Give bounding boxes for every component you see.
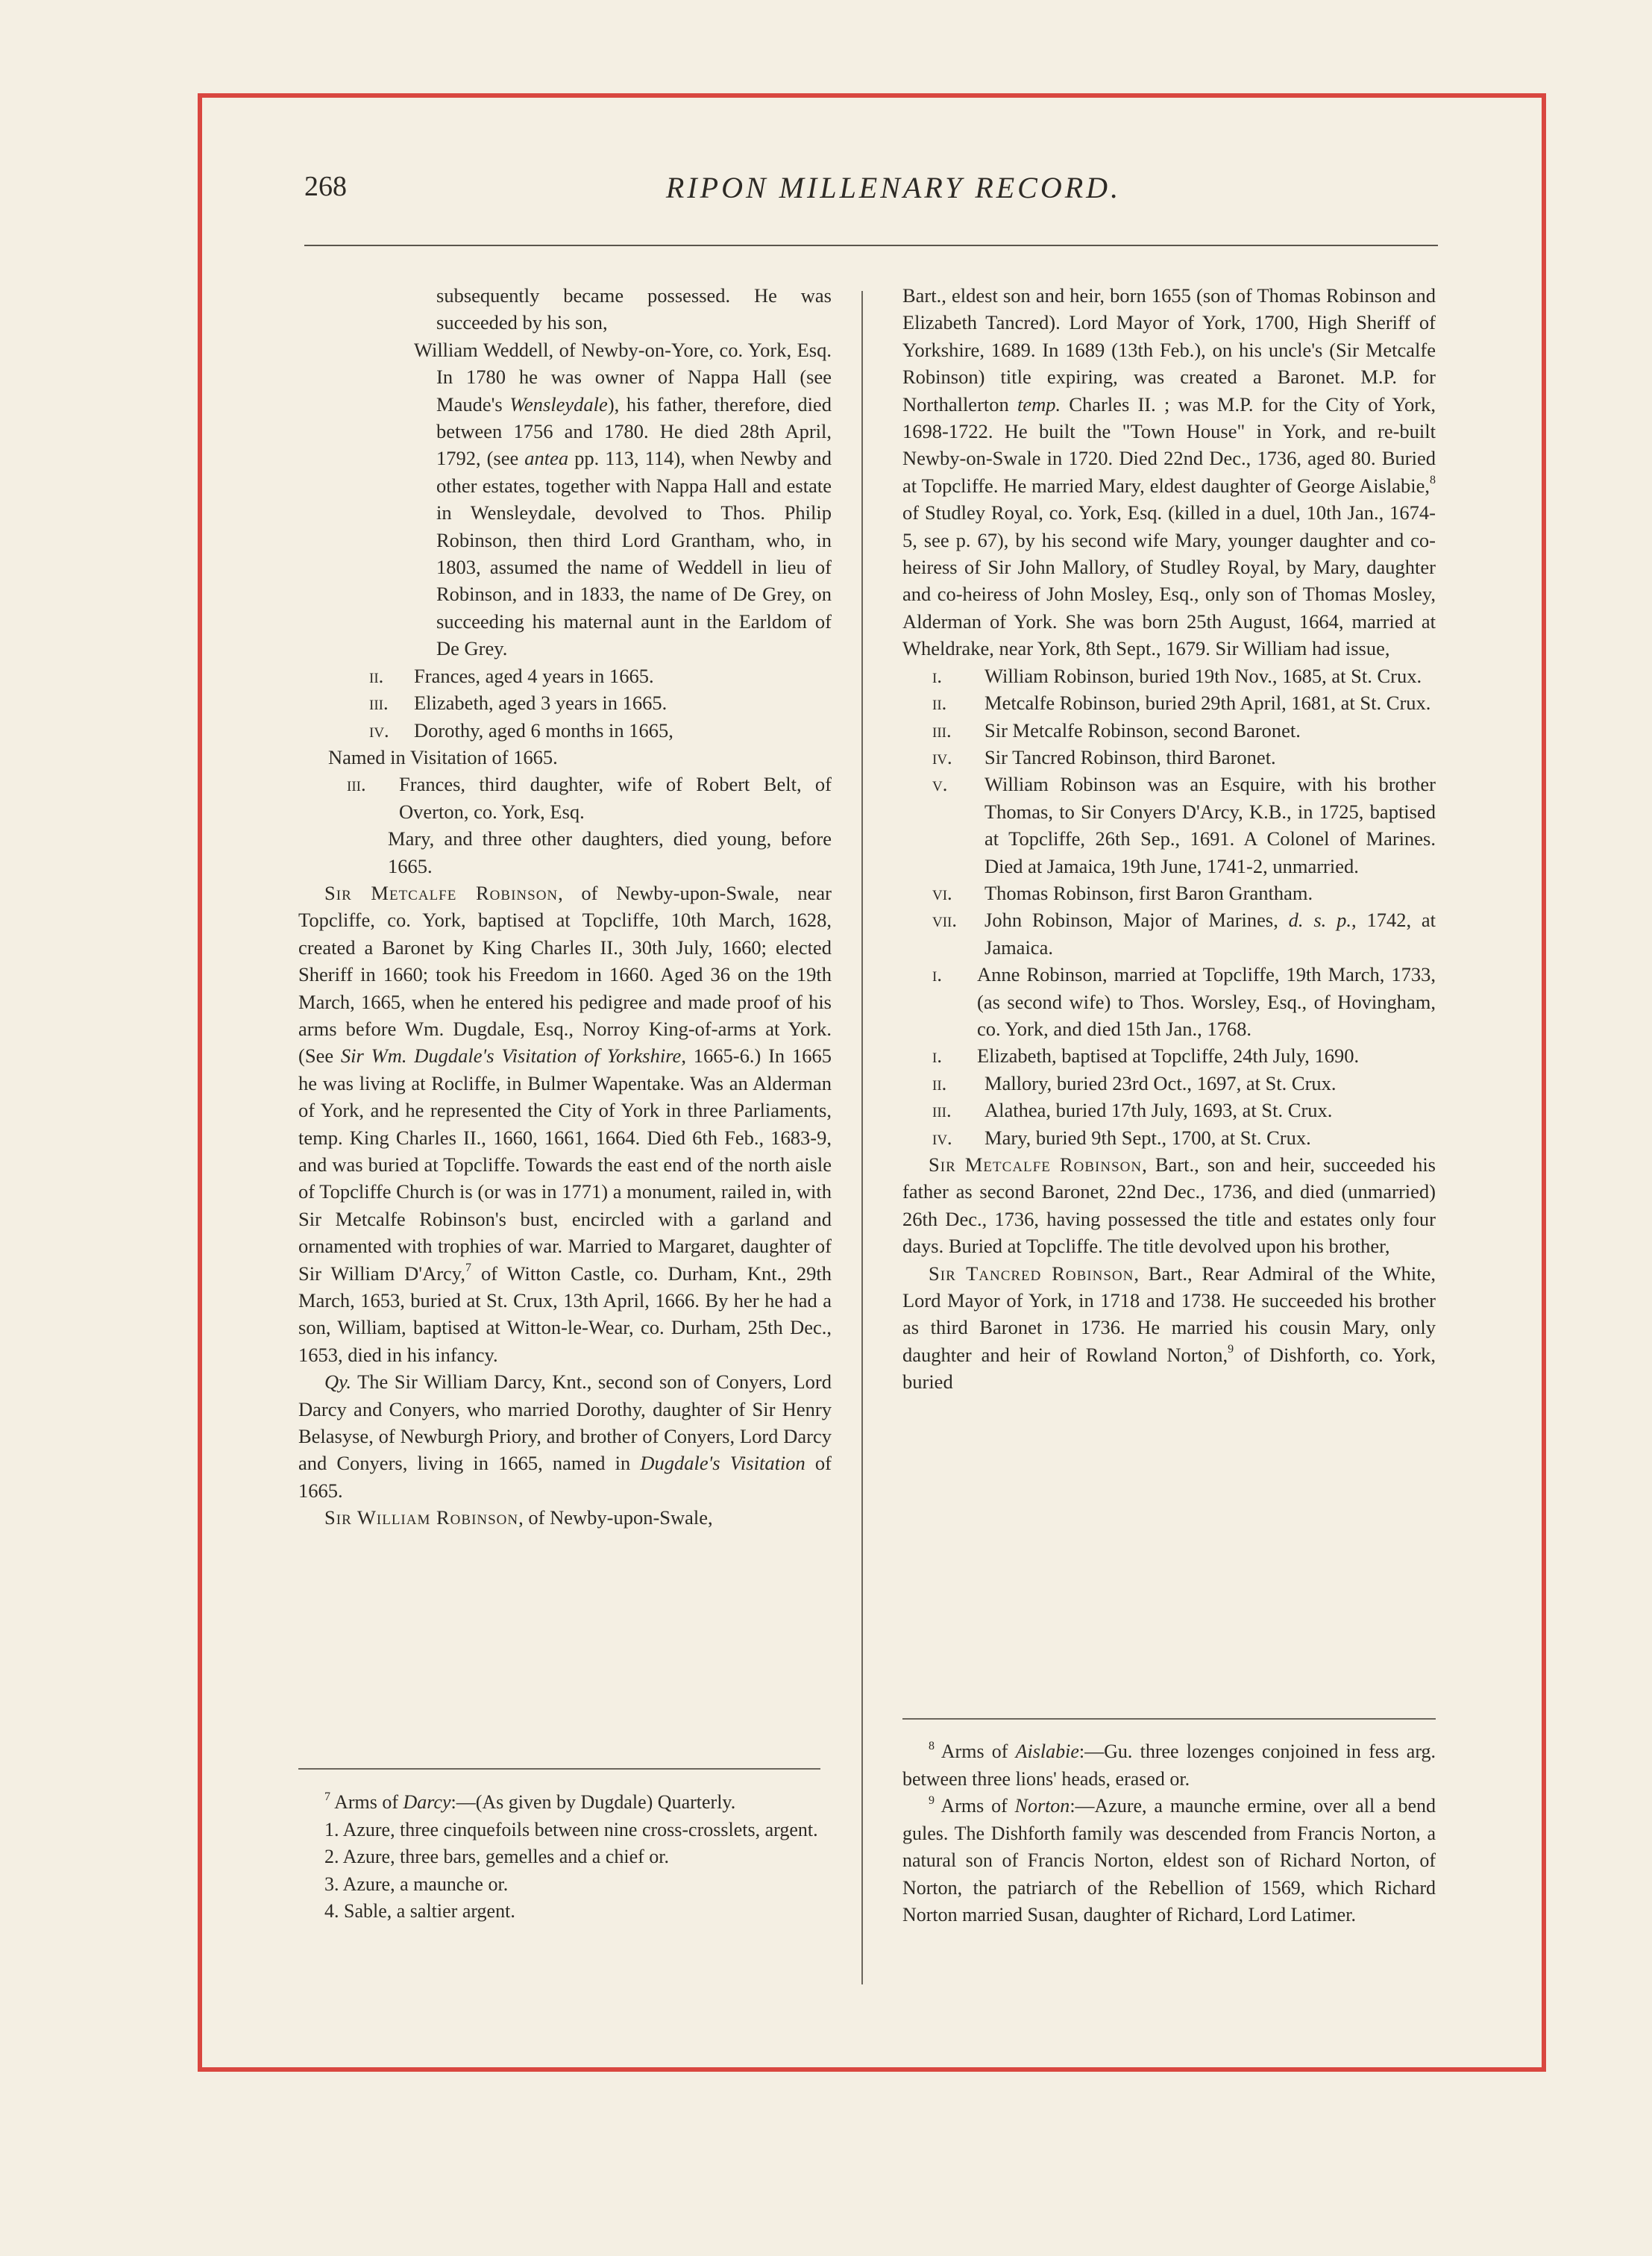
list-item: iv. Dorothy, aged 6 months in 1665, [369,718,673,742]
list-item: iv. Sir Tancred Robinson, third Baronet. [932,745,1276,768]
footnote-line: 1. Azure, three cinquefoils between nine cross-crosslets, argent. [324,1818,818,1840]
footnote-line: 3. Azure, a maunche or. [324,1873,509,1895]
paragraph-sir-tancred: Sir Tancred Robinson, Bart., Rear Admiral of the White, Lord Mayor of York, in 1718 and 1738. He succeeded his brother as third Baronet in 1736. He married his cousin Mary, only daughter and heir of Rowland Norton,$^9$ of Dishforth, co. York, buried [902,1262,1436,1394]
list-item: ii. Frances, aged 4 years in 1665. [369,664,654,687]
paragraph-qy: Qy. The Sir William Darcy, Knt., second son of Conyers, Lord Darcy and Conyers, who married Dorothy, daughter of Sir Henry Belasyse, of Newburgh Priory, and brother of Conyers, Lord Darcy and Conyers, living in 1665, named in Dugdale's Visitation of 1665. [298,1370,832,1502]
list-item: i. Elizabeth, baptised at Topcliffe, 24th July, 1690. [932,1044,1360,1068]
paragraph: Mary, and three other daughters, died young, before 1665. [388,827,832,877]
list-item: v. William Robinson was an Esquire, with his brother Thomas, to Sir Conyers D'Arcy, K.B., in 1725, baptised at Topcliffe, 26th Sep., 1691. A Colonel of Marines. Died at Jamaica, 19th June, 1741-2, unmarried. [932,773,1436,877]
list-item: iii. Frances, third daughter, wife of Robert Belt, of Overton, co. York, Esq. [347,773,832,823]
footnote-8: $^8$ Arms of Aislabie:—Gu. three lozenges conjoined in fess arg. between three lions' heads, erased or. [902,1740,1436,1790]
page-number: 268 [304,171,347,202]
footnotes-left [298,1789,832,1926]
list-item: vii. John Robinson, Major of Marines, d. s. p., 1742, at Jamaica. [932,909,1436,959]
footnote-line: 2. Azure, three bars, gemelles and a chief or. [324,1846,670,1867]
footnote-9: $^9$ Arms of Norton:—Azure, a maunche ermine, over all a bend gules. The Dishforth family was descended from Francis Norton, a natural son of Francis Norton, eldest son of Richard Norton, of Norton, the patriarch of the Rebellion of 1569, which Richard Norton married Susan, daughter of Richard, Lord Latimer. [902,1794,1436,1926]
list-item: iii. Elizabeth, aged 3 years in 1665. [369,692,668,715]
footnote-7: $^7$ Arms of Darcy:—(As given by Dugdale) Quarterly. [324,1790,736,1813]
footnotes-right [902,1738,1436,1929]
list-item: iii. Alathea, buried 17th July, 1693, at St. Crux. [932,1099,1333,1122]
paragraph-sir-william: Sir William Robinson, of Newby-upon-Swale, [324,1506,713,1529]
list-item: iii. Sir Metcalfe Robinson, second Baronet. [932,718,1301,742]
page-header [304,170,1438,222]
list-item: i. Anne Robinson, married at Topcliffe, 19th March, 1733, (as second wife) to Thos. Worsley, Esq., of Hovingham, co. York, and died 15th Jan., 1768. [932,963,1436,1040]
paragraph: subsequently became possessed. He was succeeded by his son, [436,284,832,334]
list-item: i. William Robinson, buried 19th Nov., 1685, at St. Crux. [932,664,1422,687]
paragraph-second-baronet: Sir Metcalfe Robinson, Bart., son and heir, succeeded his father as second Baronet, 22nd Dec., 1736, and died (unmarried) 26th Dec., 1736, having possessed the title and estates only four days. Buried at Topcliffe. The title devolved upon his brother, [902,1153,1436,1258]
footnote-rule [298,1768,820,1770]
footnote-line: 4. Sable, a saltier argent. [324,1900,515,1922]
list-item: ii. Mallory, buried 23rd Oct., 1697, at St. Crux. [932,1071,1337,1094]
paragraph-william-weddell: William Weddell, of Newby-on-Yore, co. York, Esq. In 1780 he was owner of Nappa Hall (see Maude's Wensleydale), his father, therefore, died between 1756 and 1780. He died 28th April, 1792, (see antea pp. 113, 114), when Newby and other estates, together with Nappa Hall and estate in Wensleydale, devolved to Thos. Philip Robinson, then third Lord Grantham, who, in 1803, assumed the name of Weddell in lieu of Robinson, and in 1833, the name of De Grey, on succeeding his maternal aunt in the Earldom of De Grey. [414,338,832,660]
paragraph: Named in Visitation of 1665. [328,745,558,768]
footnote-rule [902,1718,1436,1720]
column-divider [861,291,863,1984]
list-item: vi. Thomas Robinson, first Baron Grantham. [932,881,1313,904]
paragraph-sir-william-cont: Bart., eldest son and heir, born 1655 (son of Thomas Robinson and Elizabeth Tancred). Lord Mayor of York, 1700, High Sheriff of Yorkshire, 1689. In 1689 (13th Feb.), on his uncle's (Sir Metcalfe Robinson) title expiring, was created a Baronet. M.P. for Northallerton temp. Charles II. ; was M.P. for the City of York, 1698-1722. He built the "Town House" in York, and re-built Newby-on-Swale in 1720. Died 22nd Dec., 1736, aged 80. Buried at Topcliffe. He married Mary, eldest daughter of George Aislabie,$^8$ of Studley Royal, co. York, Esq. (killed in a duel, 10th Jan., 1674-5, see p. 67), by his second wife Mary, younger daughter and co-heiress of Sir John Mallory, of Studley Royal, by Mary, daughter and co-heiress of John Mosley, Esq., only son of Thomas Mosley, Alderman of York. She was born 25th August, 1664, married at Wheldrake, near York, 8th Sept., 1679. Sir William had issue, [902,284,1436,660]
left-column [298,282,832,1532]
right-column [902,282,1436,1396]
paragraph-sir-metcalfe: Sir Metcalfe Robinson, of Newby-upon-Swale, near Topcliffe, co. York, baptised at Topcliffe, 10th March, 1628, created a Baronet by King Charles II., 30th July, 1660; elected Sheriff in 1660; took his Freedom in 1660. Aged 36 on the 19th March, 1665, when he entered his pedigree and made proof of his arms before Wm. Dugdale, Esq., Norroy King-of-arms at York. (See Sir Wm. Dugdale's Visitation of Yorkshire, 1665-6.) In 1665 he was living at Rocliffe, in Bulmer Wapentake. Was an Alderman of York, and he represented the City of York in three Parliaments, temp. King Charles II., 1660, 1661, 1664. Died 6th Feb., 1683-9, and was buried at Topcliffe. Towards the east end of the north aisle of Topcliffe Church is (or was in 1771) a monument, railed in, with Sir Metcalfe Robinson's bust, encircled with a garland and ornamented with trophies of war. Married to Margaret, daughter of Sir William D'Arcy,$^7$ of Witton Castle, co. Durham, Knt., 29th March, 1653, buried at St. Crux, 13th April, 1666. By her he had a son, William, baptised at Witton-le-Wear, co. Durham, 25th Dec., 1653, died in his infancy. [298,881,832,1366]
header-rule [304,245,1438,246]
list-item: ii. Metcalfe Robinson, buried 29th April, 1681, at St. Crux. [932,692,1431,715]
list-item: iv. Mary, buried 9th Sept., 1700, at St. Crux. [932,1126,1311,1149]
running-title: RIPON MILLENARY RECORD. [665,171,1122,204]
